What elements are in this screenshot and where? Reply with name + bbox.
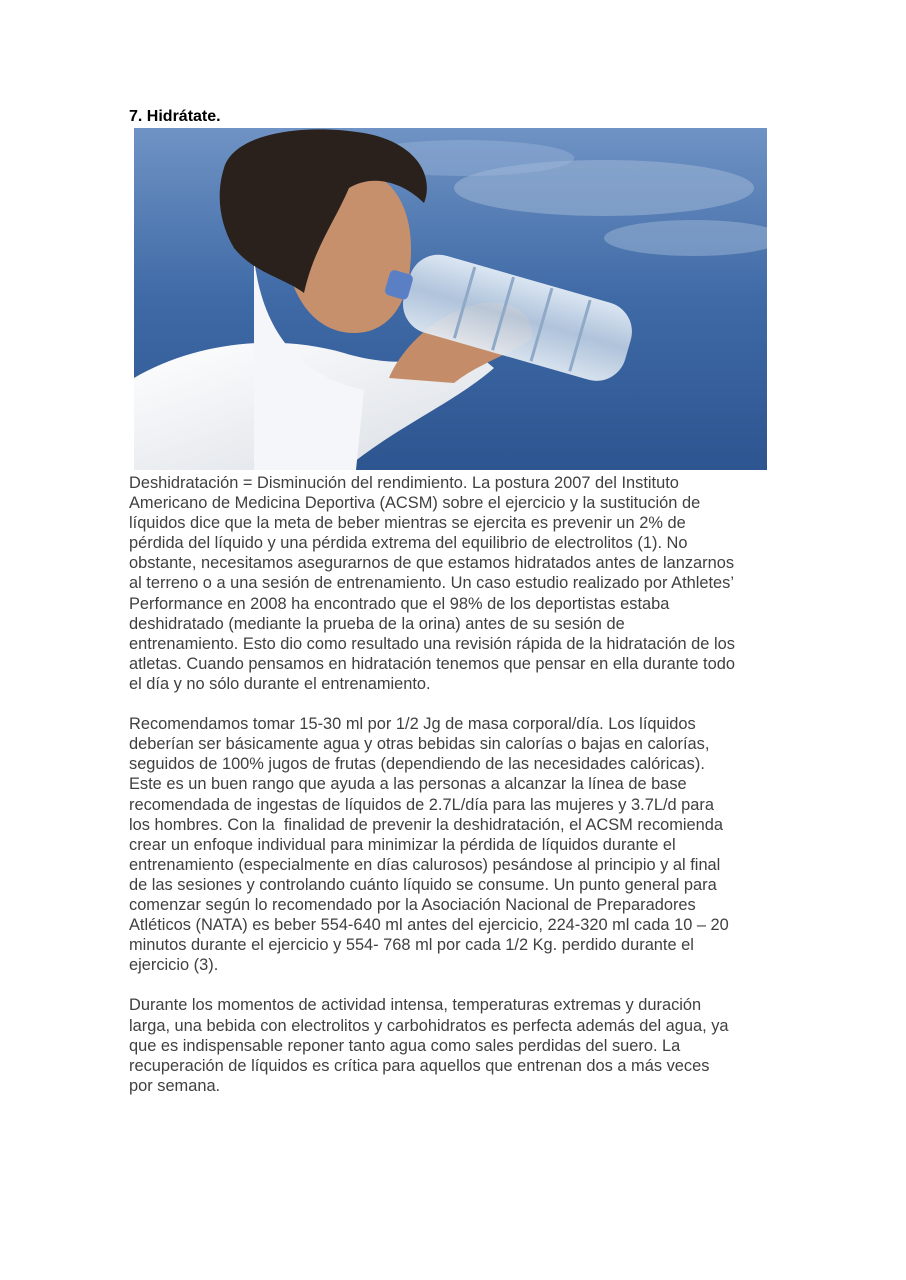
paragraph-2 [129,714,789,975]
text-line: al terreno o a una sesión de entrenamiento. Un caso estudio realizado por Athletes’ [129,574,735,593]
text-line: recuperación de líquidos es crítica para aquellos que entrenan dos a más veces [129,1056,710,1075]
text-line: seguidos de 100% jugos de frutas (dependiendo de las necesidades calóricas). [129,755,705,774]
text-line: deberían ser básicamente agua y otras bebidas sin calorías o bajas en calorías, [129,735,710,754]
text-line: por semana. [129,1076,221,1095]
paragraph-1 [129,473,789,694]
man-drinking-water-photo [134,128,767,470]
text-line: comenzar según lo recomendado por la Asociación Nacional de Preparadores [129,895,696,914]
text-line: líquidos dice que la meta de beber mientras se ejercita es prevenir un 2% de [129,514,686,533]
text-line: los hombres. Con la finalidad de prevenir la deshidratación, el ACSM recomienda [129,815,724,834]
article-body [129,473,789,1116]
text-line: pérdida del líquido y una pérdida extrema del equilibrio de electrolitos (1). No [129,534,688,553]
text-line: atletas. Cuando pensamos en hidratación tenemos que pensar en ella durante todo [129,654,735,673]
text-line: entrenamiento. Esto dio como resultado una revisión rápida de la hidratación de los [129,634,735,653]
text-line: crear un enfoque individual para minimizar la pérdida de líquidos durante el [129,835,676,854]
text-line: Performance en 2008 ha encontrado que el 98% de los deportistas estaba [129,594,670,613]
text-line: de las sesiones y controlando cuánto líquido se consume. Un punto general para [129,875,717,894]
text-line: Recomendamos tomar 15-30 ml por 1/2 Jg de masa corporal/día. Los líquidos [129,715,696,734]
text-line: ejercicio (3). [129,956,219,975]
text-line: Deshidratación = Disminución del rendimiento. La postura 2007 del Instituto [129,474,679,492]
text-line: el día y no sólo durante el entrenamiento. [129,674,431,693]
text-line: recomendada de ingestas de líquidos de 2.7L/día para las mujeres y 3.7L/d para [129,795,714,814]
text-line: larga, una bebida con electrolitos y carbohidratos es perfecta además del agua, ya [129,1016,729,1035]
text-line: Atléticos (NATA) es beber 554-640 ml antes del ejercicio, 224-320 ml cada 10 – 20 [129,916,729,935]
text-line: que es indispensable reponer tanto agua como sales perdidas del suero. La [129,1036,681,1055]
text-line: entrenamiento (especialmente en días calurosos) pesándose al principio y al final [129,855,721,874]
text-line: deshidratado (mediante la prueba de la orina) antes de su sesión de [129,614,625,633]
section-heading: 7. Hidrátate. [129,108,221,125]
text-line: Americano de Medicina Deportiva (ACSM) sobre el ejercicio y la sustitución de [129,494,701,513]
text-line: obstante, necesitamos asegurarnos de que estamos hidratados antes de lanzarnos [129,554,735,573]
text-line: Durante los momentos de actividad intensa, temperaturas extremas y duración [129,996,702,1015]
text-line: Este es un buen rango que ayuda a las personas a alcanzar la línea de base [129,775,687,794]
text-line: minutos durante el ejercicio y 554- 768 ml por cada 1/2 Kg. perdido durante el [129,936,694,955]
paragraph-3 [129,995,789,1095]
